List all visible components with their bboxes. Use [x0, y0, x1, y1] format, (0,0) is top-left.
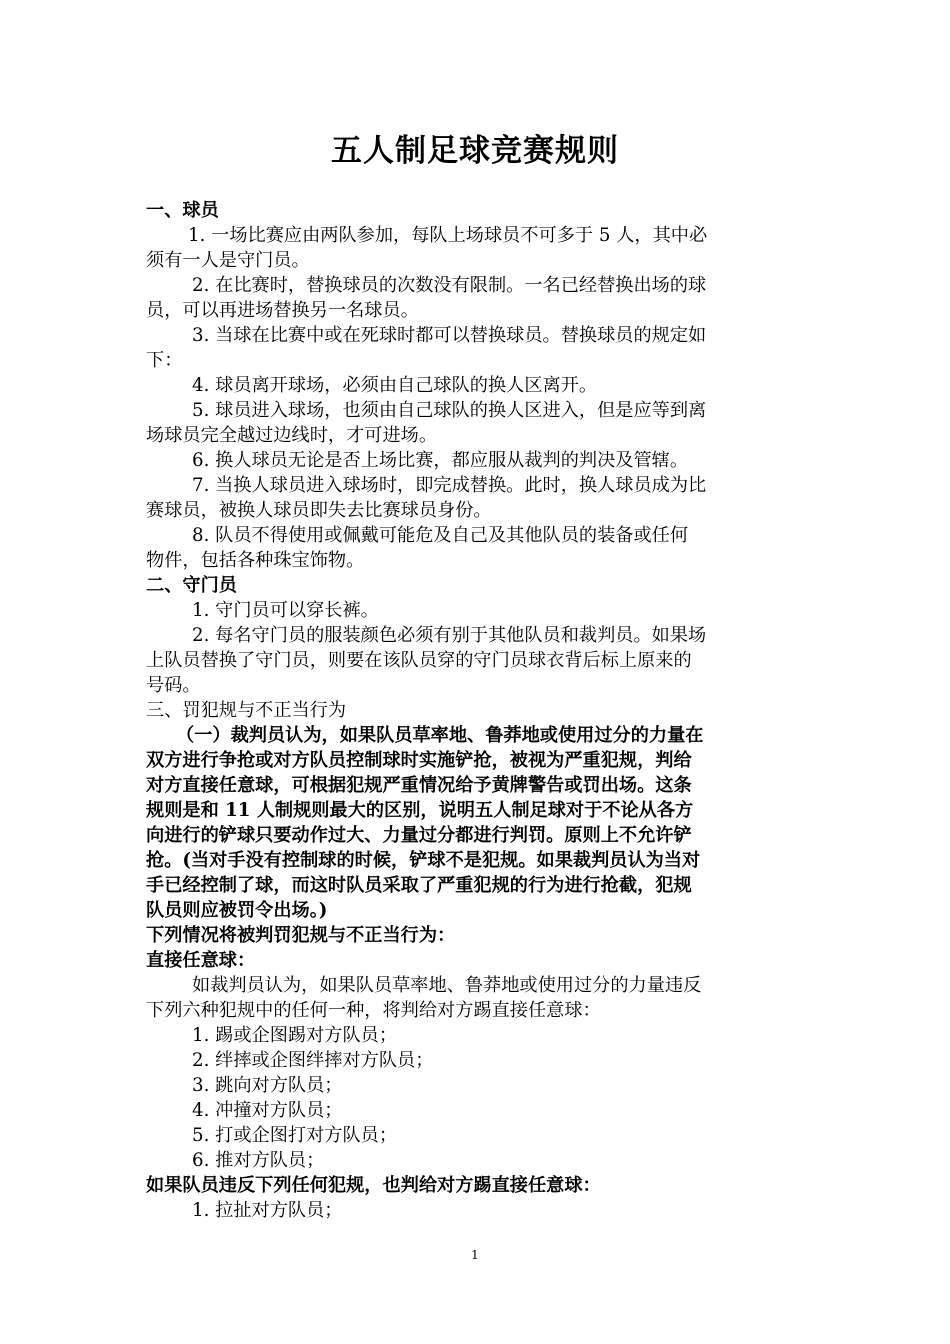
paragraph-line: 8. 队员不得使用或佩戴可能危及自己及其他队员的装备或任何	[192, 525, 689, 546]
section-heading-fouls: 三、罚犯规与不正当行为	[146, 700, 347, 721]
bold-paragraph-line: 向进行的铲球只要动作过大、力量过分都进行判罚。原则上不允许铲	[146, 825, 692, 846]
bold-paragraph-line: 双方进行争抢或对方队员控制球时实施铲抢，被视为严重犯规，判给	[146, 750, 692, 771]
list-item: 5. 打或企图打对方队员；	[192, 1125, 398, 1146]
bold-paragraph-line: 队员则应被罚令出场。)	[146, 900, 328, 921]
list-item: 4. 冲撞对方队员；	[192, 1100, 343, 1121]
section-heading-goalkeeper: 二、守门员	[146, 575, 237, 596]
list-item: 1. 踢或企图踢对方队员；	[192, 1025, 398, 1046]
paragraph-line: 1. 守门员可以穿长裤。	[192, 600, 379, 621]
paragraph-line: 如裁判员认为，如果队员草率地、鲁莽地或使用过分的力量违反	[192, 975, 702, 996]
bold-paragraph-line: 抢。(当对手没有控制球的时候，铲球不是犯规。如果裁判员认为当对	[146, 850, 701, 871]
bold-paragraph-line: 手已经控制了球，而这时队员采取了严重犯规的行为进行抢截，犯规	[146, 875, 692, 896]
bold-paragraph-line: 对方直接任意球，可根据犯规严重情况给予黄牌警告或罚出场。这条	[146, 775, 692, 796]
paragraph-line: 3. 当球在比赛中或在死球时都可以替换球员。替换球员的规定如	[192, 325, 707, 346]
section-heading-players: 一、球员	[146, 200, 219, 221]
list-item: 3. 跳向对方队员；	[192, 1075, 343, 1096]
paragraph-line: 上队员替换了守门员，则要在该队员穿的守门员球衣背后标上原来的	[146, 650, 692, 671]
bold-paragraph-line: （一）裁判员认为，如果队员草率地、鲁莽地或使用过分的力量在	[176, 725, 704, 746]
paragraph-line: 下列六种犯规中的任何一种，将判给对方踢直接任意球：	[146, 1000, 601, 1021]
paragraph-line: 6. 换人球员无论是否上场比赛，都应服从裁判的判决及管辖。	[192, 450, 689, 471]
list-item: 1. 拉扯对方队员；	[192, 1200, 343, 1221]
paragraph-line: 物件，包括各种珠宝饰物。	[146, 550, 365, 571]
bold-subheading: 直接任意球：	[146, 950, 256, 971]
document-body	[146, 198, 816, 1223]
paragraph-line: 2. 在比赛时，替换球员的次数没有限制。一名已经替换出场的球	[192, 275, 707, 296]
paragraph-line: 5. 球员进入球场，也须由自己球队的换人区进入，但是应等到离	[192, 400, 707, 421]
paragraph-line: 1. 一场比赛应由两队参加，每队上场球员不可多于 5 人，其中必	[188, 225, 708, 246]
paragraph-line: 赛球员，被换人球员即失去比赛球员身份。	[146, 500, 492, 521]
paragraph-line: 号码。	[146, 675, 201, 696]
bold-paragraph-line: 规则是和 11 人制规则最大的区别，说明五人制足球对于不论从各方	[146, 800, 694, 821]
paragraph-line: 4. 球员离开球场，必须由自己球队的换人区离开。	[192, 375, 598, 396]
paragraph-line: 2. 每名守门员的服装颜色必须有别于其他队员和裁判员。如果场	[192, 625, 707, 646]
paragraph-line: 场球员完全越过边线时，才可进场。	[146, 425, 438, 446]
paragraph-line: 下：	[146, 350, 183, 371]
paragraph-line: 须有一人是守门员。	[146, 250, 310, 271]
paragraph-line: 员，可以再进场替换另一名球员。	[146, 300, 419, 321]
document-title: 五人制足球竞赛规则	[331, 133, 619, 169]
list-item: 6. 推对方队员；	[192, 1150, 325, 1171]
list-item: 2. 绊摔或企图绊摔对方队员；	[192, 1050, 434, 1071]
bold-subheading: 如果队员违反下列任何犯规，也判给对方踢直接任意球：	[146, 1175, 601, 1196]
page-number: 1	[471, 1248, 479, 1262]
paragraph-line: 7. 当换人球员进入球场时，即完成替换。此时，换人球员成为比	[192, 475, 707, 496]
bold-subheading: 下列情况将被判罚犯规与不正当行为：	[146, 925, 456, 946]
